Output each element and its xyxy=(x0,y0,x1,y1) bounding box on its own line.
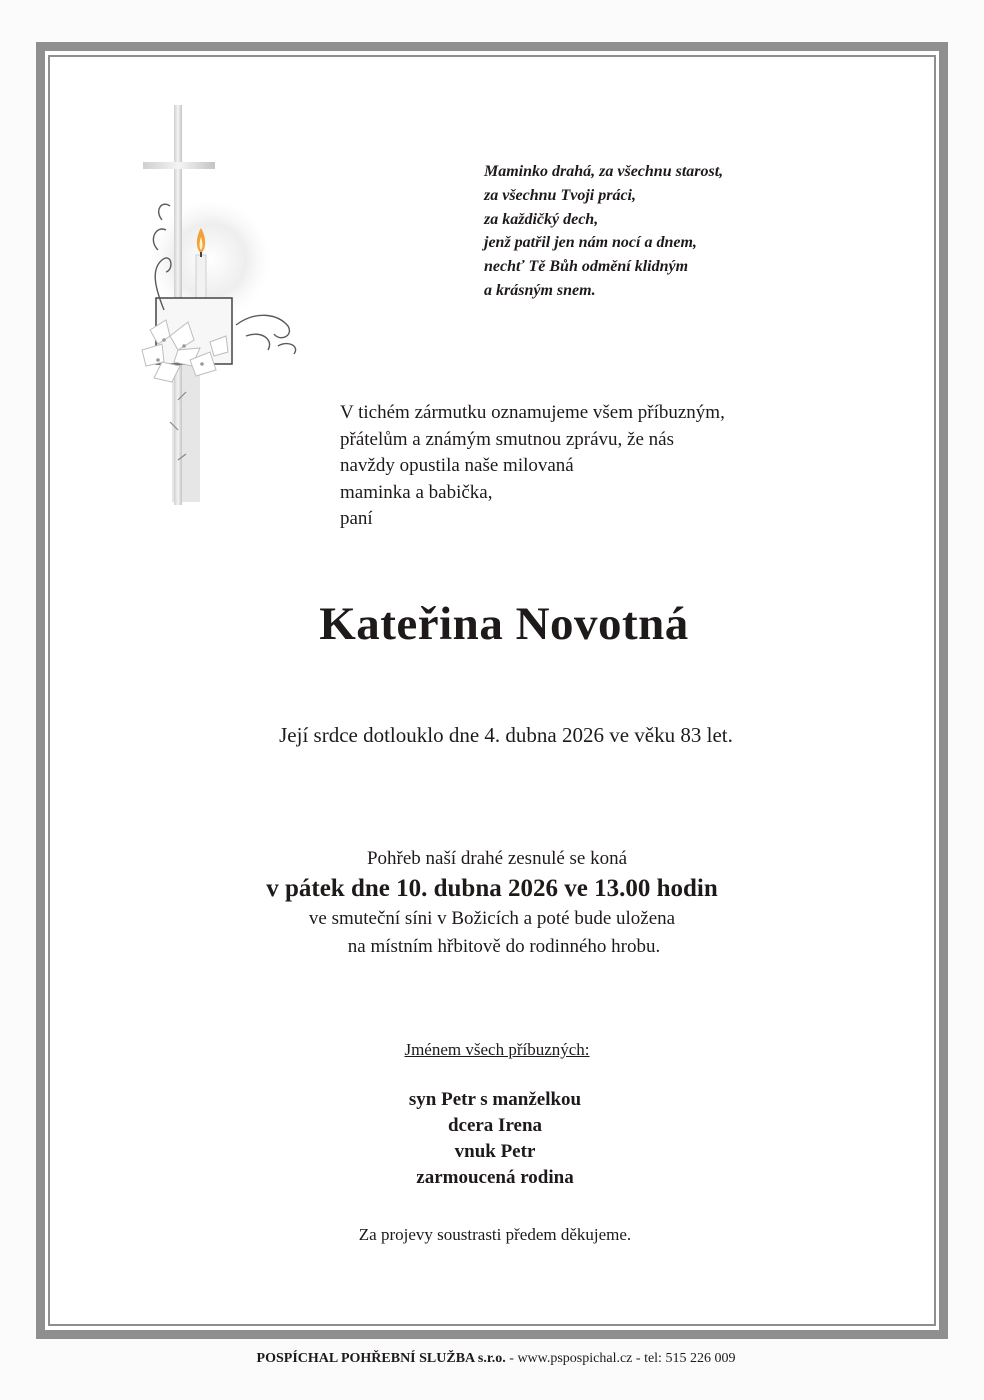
poem-line: Maminko drahá, za všechnu starost, xyxy=(484,163,724,180)
announcement-line: paní xyxy=(340,508,373,529)
footer xyxy=(0,1351,984,1367)
death-notice: Její srdce dotlouklo dne 4. dubna 2026 ve věku 83 let. xyxy=(279,723,733,747)
poem-line: nechť Tě Bůh odmění klidným xyxy=(484,258,689,276)
poem-line: za každičký dech, xyxy=(484,210,599,228)
footer-company: POSPÍCHAL POHŘEBNÍ SLUŽBA s.r.o. xyxy=(256,1351,506,1366)
announcement-line: V tichém zármutku oznamujeme všem příbuzným, xyxy=(340,402,725,423)
announcement-line: navždy opustila naše milovaná xyxy=(340,455,574,476)
footer-separator: - xyxy=(632,1351,645,1366)
family-heading: Jménem všech příbuzných: xyxy=(404,1040,590,1059)
deceased-name: Kateřina Novotná xyxy=(319,598,689,650)
family-member: syn Petr s manželkou xyxy=(408,1089,582,1110)
funeral-burial: na místním hřbitově do rodinného hrobu. xyxy=(347,936,661,957)
family-member: vnuk Petr xyxy=(454,1141,536,1162)
footer-separator: - xyxy=(505,1351,518,1366)
announcement-line: maminka a babička, xyxy=(340,481,493,503)
funeral-intro: Pohřeb naší drahé zesnulé se koná xyxy=(366,848,628,869)
footer-phone: tel: 515 226 009 xyxy=(644,1351,736,1366)
footer-website: www.pspospichal.cz xyxy=(517,1351,633,1366)
poem-line: jenž patřil jen nám nocí a dnem, xyxy=(484,234,697,252)
family-member: zarmoucená rodina xyxy=(416,1167,574,1188)
funeral-date: v pátek dne 10. dubna 2026 ve 13.00 hodin xyxy=(266,875,718,902)
cross-candle-lilies-icon xyxy=(128,100,308,510)
announcement-line: přátelům a známým smutnou zprávu, že nás xyxy=(340,428,674,450)
family-member: dcera Irena xyxy=(447,1115,543,1136)
thanks-note: Za projevy soustrasti předem děkujeme. xyxy=(358,1225,632,1244)
announcement-text xyxy=(340,400,900,533)
poem xyxy=(484,160,884,303)
family-list xyxy=(0,1087,984,1191)
funeral-details xyxy=(0,845,984,961)
funeral-place: ve smuteční síni v Božicích a poté bude uložena xyxy=(308,908,676,929)
poem-line: za všechnu Tvoji práci, xyxy=(484,186,636,204)
poem-line: a krásným snem. xyxy=(484,281,596,299)
